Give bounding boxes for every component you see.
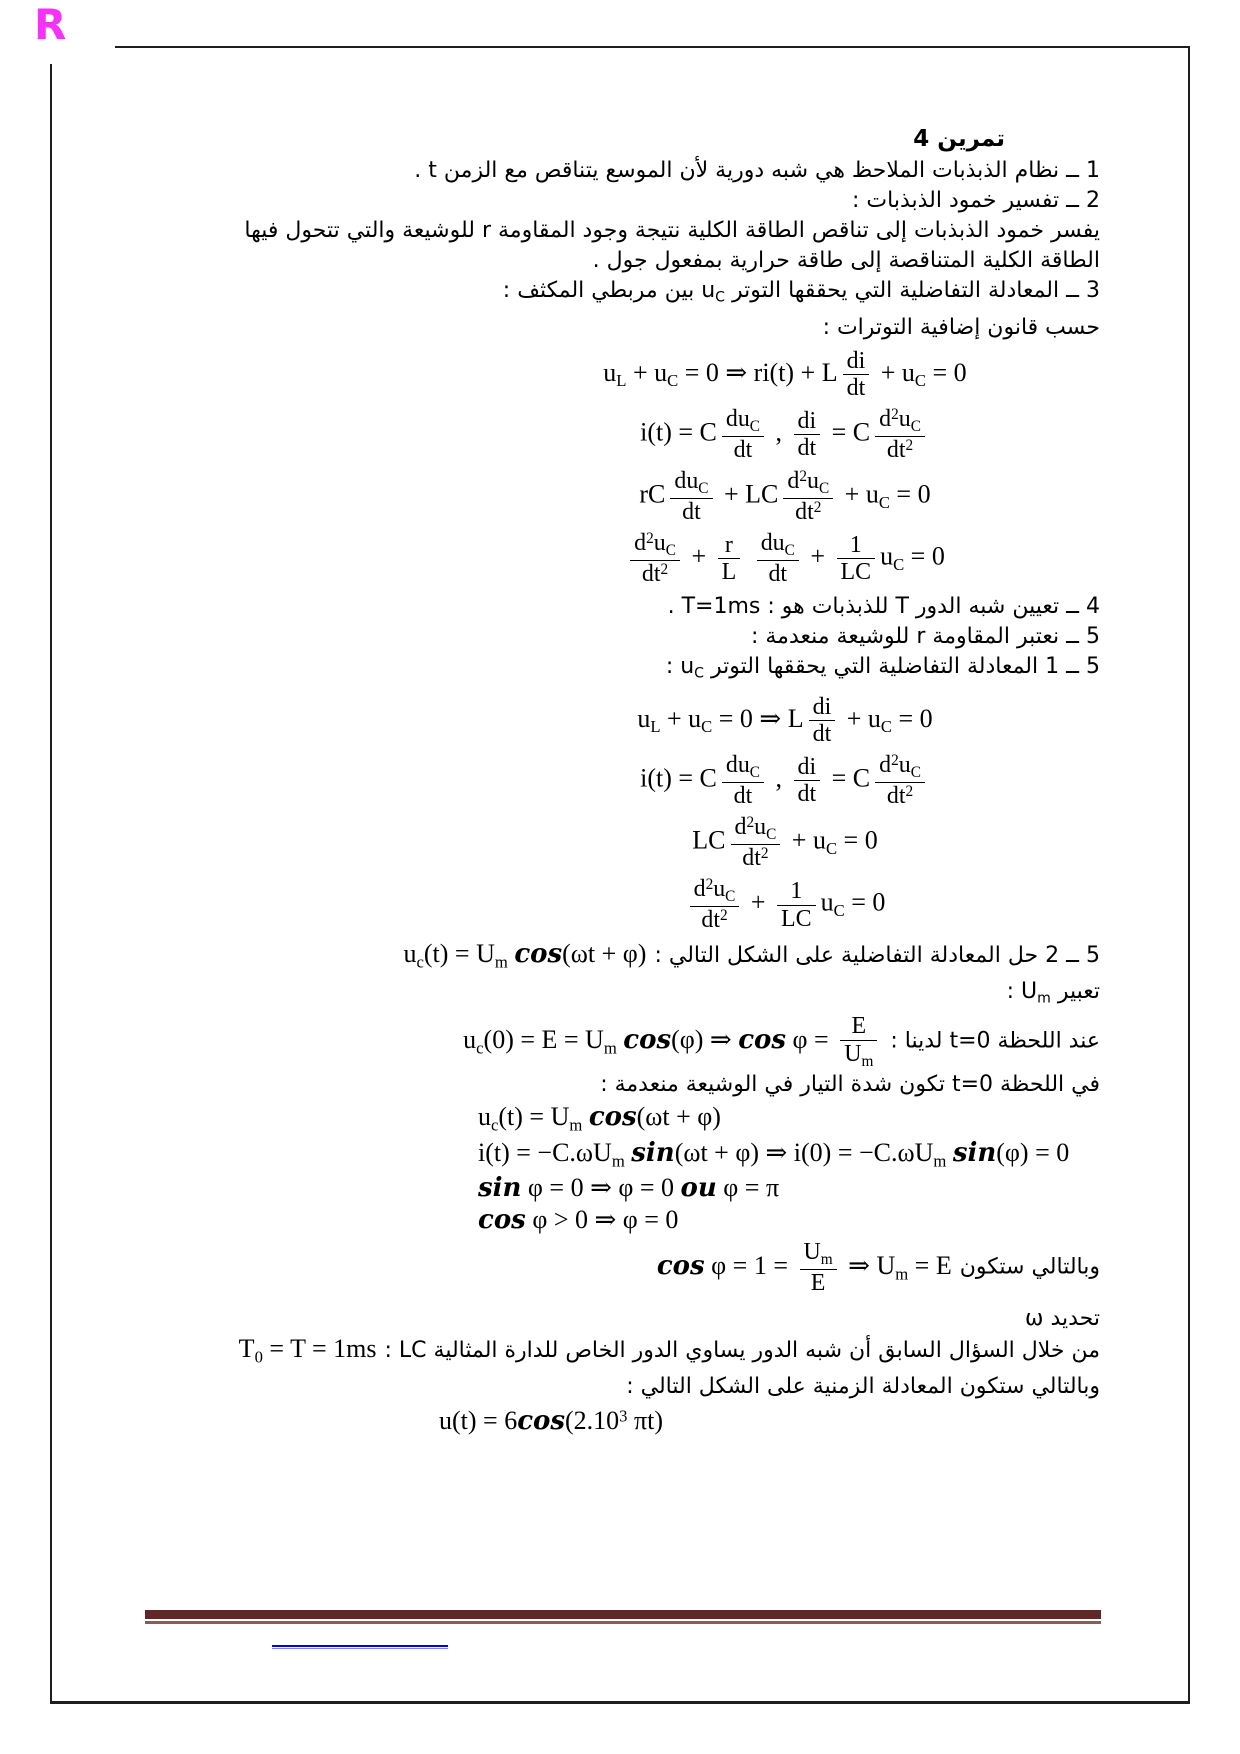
um-conclusion-line	[62, 1239, 1100, 1296]
exercise-solution	[62, 124, 1100, 1436]
equation-differential-ideal: $\frac{d^2u_C}{dt^2}$ + $\frac{1}{LC}$ $u_C = 0$	[470, 876, 1100, 933]
period-text: من خلال السؤال السابق أن شبه الدور يساوي الدور الخاص للدارة المثالية LC :	[384, 1338, 1100, 1364]
answer-5-1-heading: 5 ــ 1 المعادلة التفاضلية التي يحققها التوتر $u_C$ :	[665, 654, 1100, 682]
equation-current-capacitor: i(t) = C $\frac{du_C}{dt}$ , $\frac{di}{dt}$ = C $\frac{d^2u_C}{dt^2}$	[470, 406, 1100, 463]
equation-kirchhoff-ideal: $u_L + u_C = 0$ ⇒ L $\frac{di}{dt}$ + $u_C = 0$	[637, 693, 933, 748]
page-border-top	[115, 46, 1189, 48]
equation-cos-condition	[62, 1205, 1100, 1235]
footer-link-underline-thin	[272, 1648, 448, 1649]
equation-differential: $\frac{d^2u_C}{dt^2}$ + $\frac{r}{L}$ $\frac{du_C}{dt}$ + $\frac{1}{LC}$ $u_C = 0$	[470, 530, 1100, 587]
answer-5-heading: 5 ــ نعتبر المقاومة r للوشيعة منعدمة :	[750, 624, 1100, 650]
footer-link-underline[interactable]	[272, 1645, 448, 1649]
equation-combined: rC $\frac{du_C}{dt}$ + LC $\frac{d^2u_C}{dt^2}$ + $u_C = 0$	[639, 468, 931, 525]
equation-kirchhoff: $u_L + u_C = 0$ ⇒ ri(t) + L $\frac{di}{dt}$ + $u_C = 0$	[603, 347, 967, 401]
equation-uc-time	[62, 1102, 1100, 1135]
sin-condition-equation: sin φ = 0 ⇒ φ = 0 ou φ = π	[478, 1173, 780, 1204]
um-conclusion-text: وبالتالي ستكون	[959, 1254, 1100, 1280]
omega-heading: تحديد ω	[1025, 1306, 1100, 1332]
footer-divider-main	[145, 1610, 1101, 1619]
exercise-title: تمرين 4	[913, 126, 1005, 152]
answer-4-line: 4 ــ تعيين شبه الدور T للذبذبات هو : T=1ms .	[667, 594, 1100, 620]
footer-divider-bar	[145, 1610, 1101, 1624]
brand-logo-r: R	[34, 0, 67, 49]
initial-condition-text: عند اللحظة t=0 لدينا :	[890, 1028, 1100, 1054]
final-equation-row	[62, 1406, 1100, 1436]
page-border-right	[1188, 46, 1190, 1703]
uc-time-equation: $u_c(t) = U_m$ cos(ωt + φ)	[478, 1102, 721, 1135]
current-condition-line: في اللحظة t=0 تكون شدة التيار في الوشيعة منعدمة :	[600, 1072, 1100, 1098]
answer-2-line-2: الطاقة الكلية المتناقصة إلى طاقة حرارية بمفعول جول .	[592, 248, 1100, 273]
cos-condition-equation: cos φ > 0 ⇒ φ = 0	[478, 1205, 679, 1236]
answer-3-heading: 3 ــ المعادلة التفاضلية التي يحققها التوتر $u_C$ بين مربطي المكثف :	[502, 278, 1100, 306]
answer-1-line: 1 ــ نظام الذبذبات الملاحظ هي شبه دورية لأن الموسع يتناقص مع الزمن t .	[414, 158, 1100, 183]
um-equals-e-equation: cos φ = 1 = $\frac{U_m}{E}$ ⇒ $U_m = E$	[656, 1239, 952, 1296]
equation-sin-condition	[62, 1173, 1100, 1203]
period-line	[62, 1334, 1100, 1372]
solution-form-equation: $u_c(t) = U_m$ cos(ωt + φ)	[403, 938, 647, 971]
page-border-bottom	[50, 1701, 1190, 1704]
page-border-left	[50, 64, 52, 1703]
equation-current-capacitor-2: i(t) = C $\frac{du_C}{dt}$ , $\frac{di}{dt}$ = C $\frac{d^2u_C}{dt^2}$	[470, 752, 1100, 809]
equation-current-time	[62, 1138, 1100, 1171]
equation-lc: LC $\frac{d^2u_C}{dt^2}$ + $u_C = 0$	[692, 814, 878, 872]
answer-2-line-1: يفسر خمود الذبذبات إلى تناقص الطاقة الكلية نتيجة وجود المقاومة r للوشيعة والتي تتحول فيها	[244, 218, 1100, 243]
footer-divider-thin	[145, 1621, 1101, 1624]
derivation-block-1	[470, 348, 1100, 588]
current-time-equation: $i(t) = -C.\omega U_m$ sin(ωt + φ) ⇒ $i(0) = -C.\omega U_m$ sin(φ) = 0	[478, 1137, 1070, 1171]
answer-5-2-line	[62, 939, 1100, 977]
initial-condition-line	[62, 1013, 1100, 1070]
period-equation: $T_0 = T = 1ms$	[238, 1334, 377, 1367]
um-expression-heading: تعبير $U_m$ :	[1006, 978, 1100, 1007]
answer-5-2-text: 5 ــ 2 حل المعادلة التفاضلية على الشكل التالي :	[654, 942, 1100, 968]
final-equation: $u(t) = 6\cos(2.10^3$ πt)	[438, 1406, 663, 1437]
answer-2-heading: 2 ــ تفسير خمود الذبذبات :	[852, 188, 1100, 213]
voltage-law-note: حسب قانون إضافية التوترات :	[822, 314, 1100, 340]
initial-condition-equation: $u_c(0) = E = U_m$ cos(φ) ⇒ cos φ = $\frac{E}{U_m}$	[463, 1025, 882, 1054]
derivation-block-2	[470, 694, 1100, 934]
final-form-text: وبالتالي ستكون المعادلة الزمنية على الشكل التالي :	[626, 1374, 1100, 1400]
footer-link-underline-main	[272, 1645, 448, 1647]
